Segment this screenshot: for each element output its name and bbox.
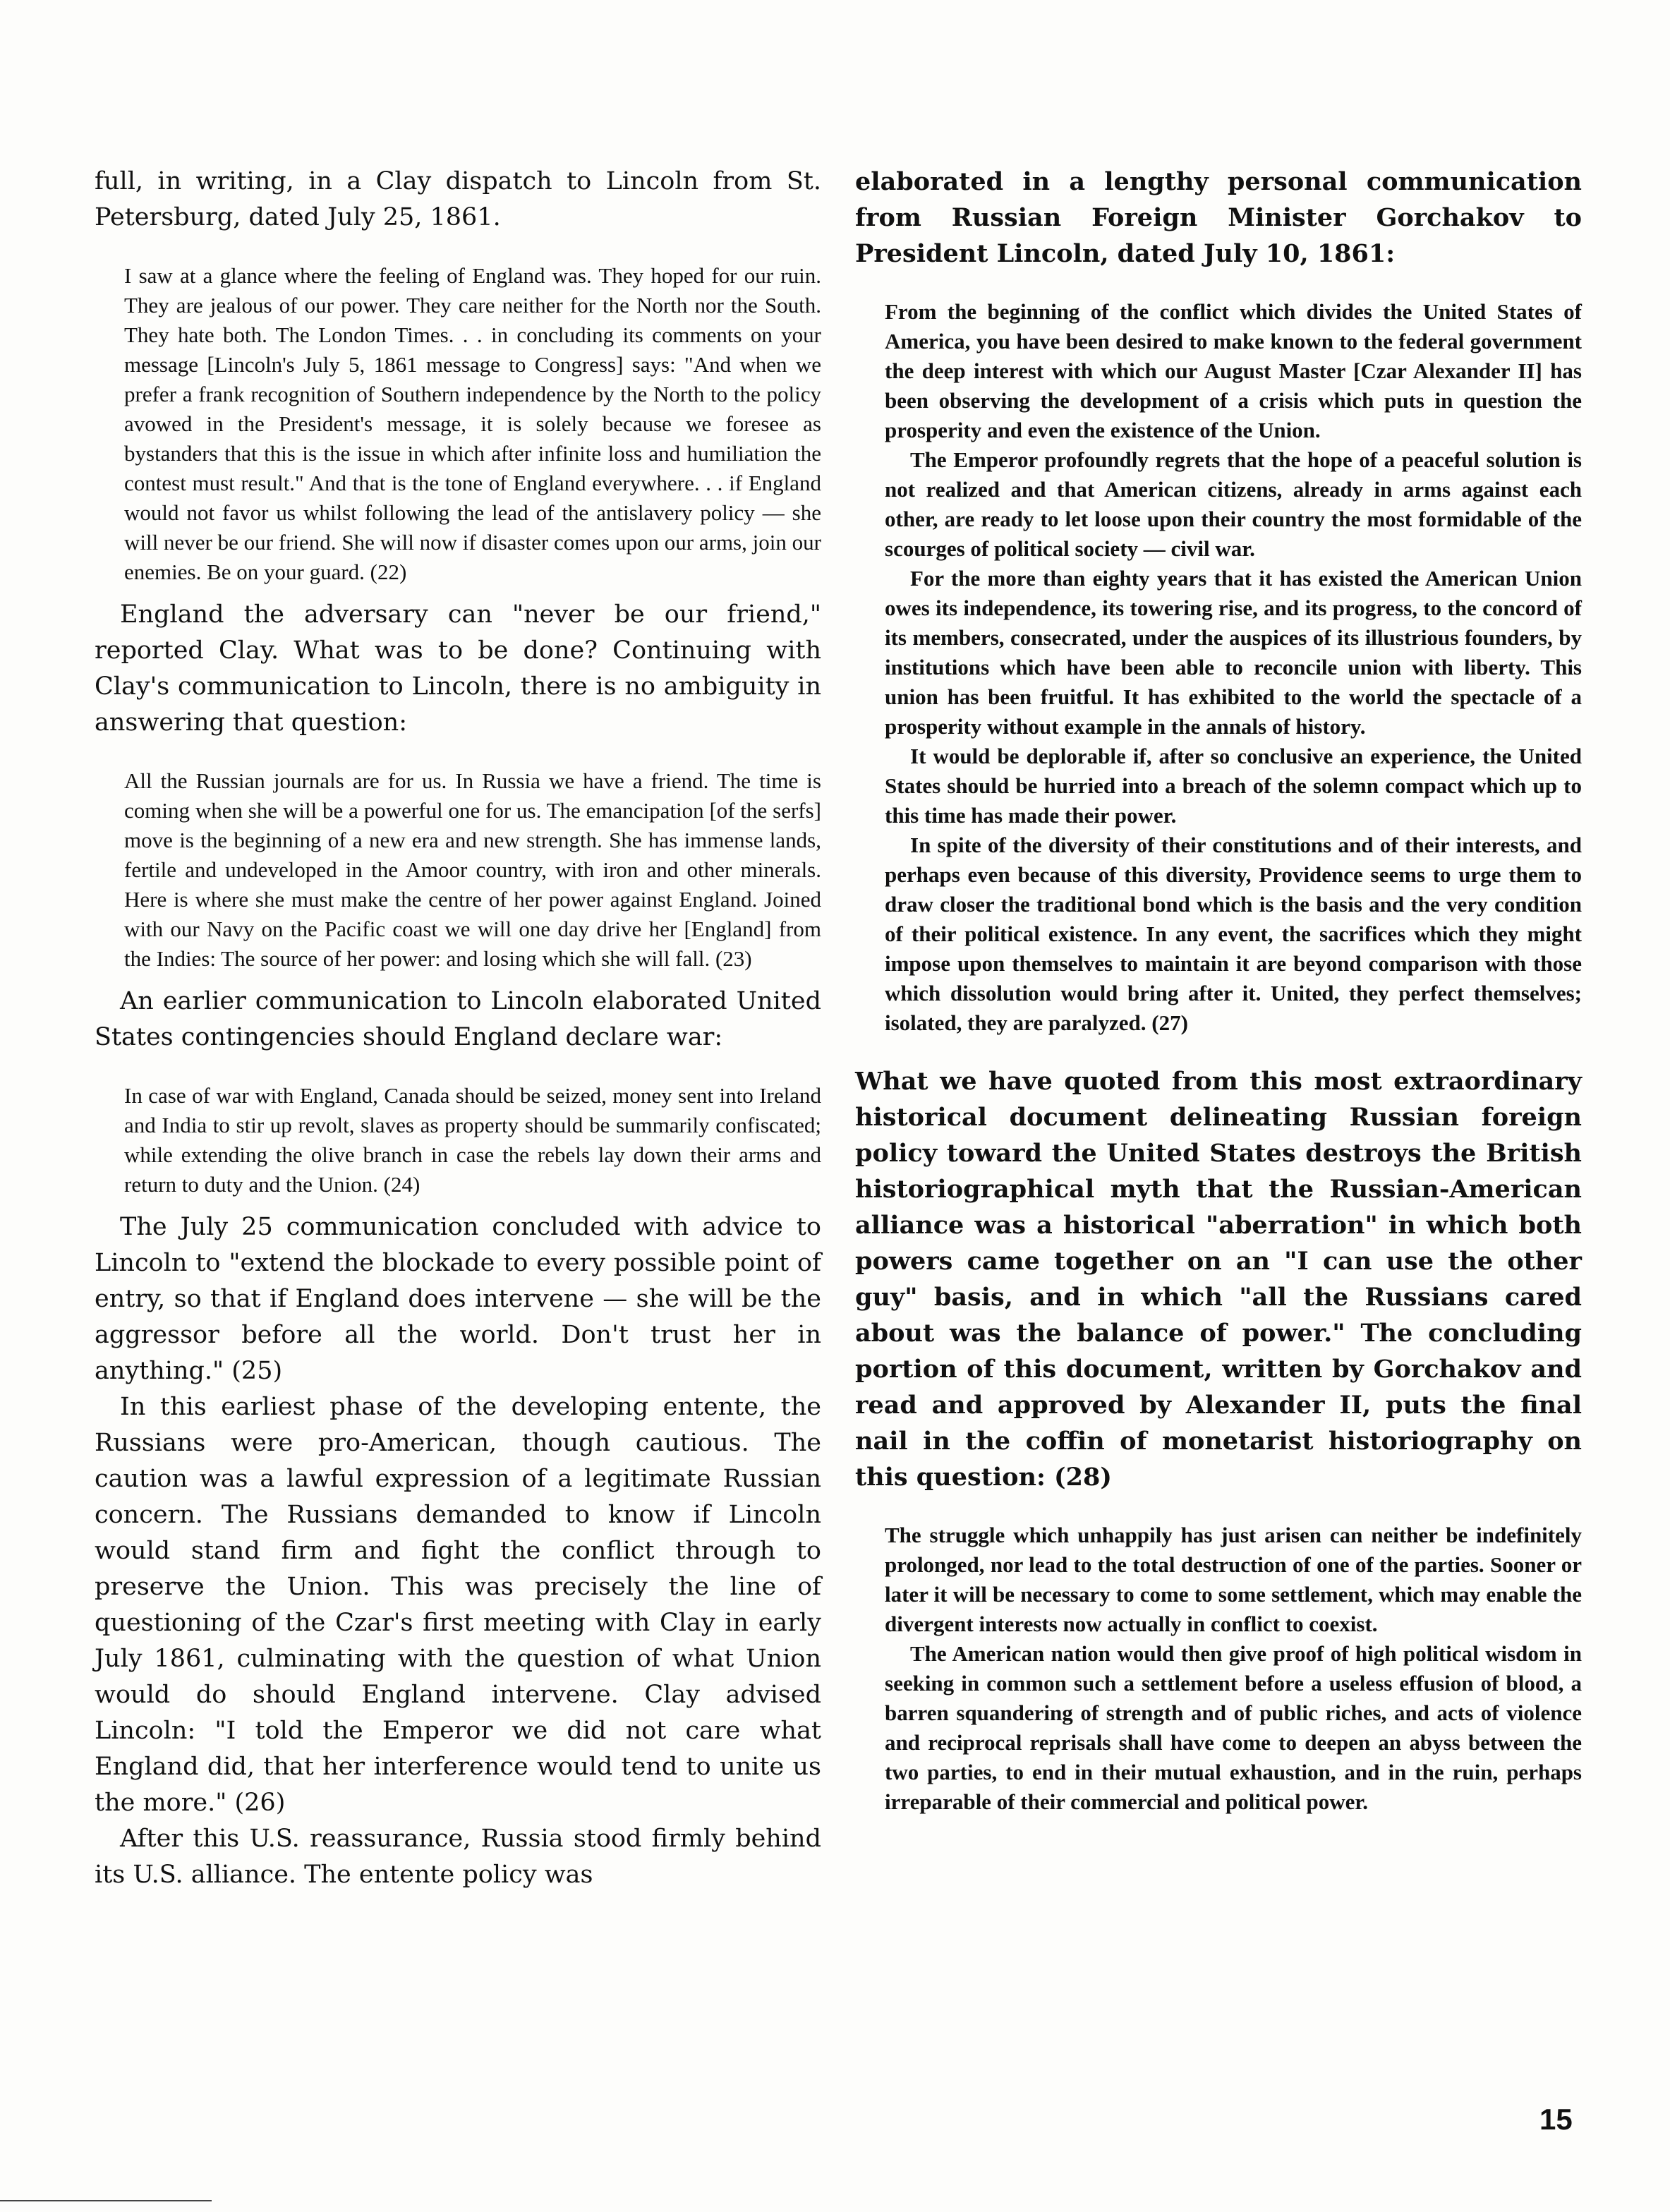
paragraph: In this earliest phase of the developing entente, the Russians were pro-American, though cautious. The caution was a lawful expression of a legitimate Russian concern. The Russians demanded to know if Lincoln would stand firm and fight the conflict through to preserve the Union. This was precisely the line of questioning of the Czar's first meeting with Clay in early July 1861, culminating with the question of what Union would do should England intervene. Clay advised Lincoln: "I told the Emperor we did not care what England did, that her interference would tend to unite us the more." (26) xyxy=(95,1393,821,1817)
quote-text: The struggle which unhappily has just arisen can neither be indefinitely prolonged, nor lead to the total destruction of one of the parties. Sooner or later it will be necessary to come to some settlement, which may enable the divergent interests now actually in conflict to coexist. xyxy=(885,1523,1582,1636)
paragraph: England the adversary can "never be our friend," reported Clay. What was to be done? Continuing with Clay's communication to Lincoln, there is no ambiguity in answering that question: xyxy=(95,600,821,737)
block-quote xyxy=(885,297,1582,1038)
paragraph: After this U.S. reassurance, Russia stood firmly behind its U.S. alliance. The entente policy was xyxy=(95,1825,821,1889)
quote-text: The American nation would then give proof of high political wisdom in seeking in common such a settlement before a useless effusion of blood, a barren squandering of strength and of public riches, and acts of violence and reciprocal reprisals shall have come to deepen an abyss between the two parties, to end in their mutual exhaustion, and in the ruin, perhaps irreparable of their commercial and political power. xyxy=(885,1641,1582,1814)
block-quote xyxy=(124,261,821,587)
left-column xyxy=(95,164,821,1893)
block-quote xyxy=(124,1081,821,1199)
quote-text: In case of war with England, Canada should be seized, money sent into Ireland and India to stir up revolt, slaves as property should be summarily confiscated; while extending the olive branch in case the rebels lay down their arms and return to duty and the Union. (24) xyxy=(124,1083,821,1197)
paragraph: An earlier communication to Lincoln elaborated United States contingencies should England declare war: xyxy=(95,987,821,1051)
quote-text: I saw at a glance where the feeling of England was. They hoped for our ruin. They are jealous of our power. They care neither for the North nor the South. They hate both. The London Times. . . in concluding its comments on your message [Lincoln's July 5, 1861 message to Congress] says: "And when we prefer a frank recognition of Southern independence by the North to the policy avowed in the President's message, it is solely because we foresee as bystanders that this is the issue in which after infinite loss and humiliation the contest must result." And that is the tone of England everywhere. . . if England would not favor us whilst following the lead of the antislavery policy — she will never be our friend. She will now if disaster comes upon our arms, join our enemies. Be on your guard. (22) xyxy=(124,263,821,584)
quote-text: All the Russian journals are for us. In Russia we have a friend. The time is coming when she will be a powerful one for us. The emancipation [of the serfs] move is the beginning of a new era and new strength. She has immense lands, fertile and undeveloped in the Amoor country, with iron and other minerals. Here is where she must make the centre of her power against England. Joined with our Navy on the Pacific coast we will one day drive her [England] from the Indies: The source of her power: and losing which she will fall. (23) xyxy=(124,768,821,971)
block-quote xyxy=(885,1521,1582,1817)
quote-text: It would be deplorable if, after so conclusive an experience, the United States should be hurried into a breach of the solemn compact which up to this time has made their power. xyxy=(885,744,1582,828)
quote-text: From the beginning of the conflict which divides the United States of America, you have been desired to make known to the federal government the deep interest with which our August Master [Czar Alexander II] has been observing the development of a crisis which puts in question the prosperity and even the existence of the Union. xyxy=(885,299,1582,442)
quote-text: In spite of the diversity of their constitutions and of their interests, and perhaps even because of this diversity, Providence seems to urge them to draw closer the traditional bond which is the basis and the very condition of their political existence. In any event, the sacrifices which they might impose upon themselves to maintain it are beyond comparison with those which dissolution would bring after it. United, they perfect themselves; isolated, they are paralyzed. (27) xyxy=(885,833,1582,1035)
page-number: 15 xyxy=(1539,2103,1573,2136)
right-column xyxy=(855,164,1582,1827)
paragraph: full, in writing, in a Clay dispatch to Lincoln from St. Petersburg, dated July 25, 1861. xyxy=(95,167,821,231)
bottom-rule xyxy=(0,2200,212,2201)
quote-text: The Emperor profoundly regrets that the hope of a peaceful solution is not realized and that American citizens, already in arms against each other, are ready to let loose upon their country the most formidable of the scourges of political society — civil war. xyxy=(885,447,1582,561)
block-quote xyxy=(124,766,821,974)
paragraph: The July 25 communication concluded with advice to Lincoln to "extend the blockade to every possible point of entry, so that if England does intervene — she will be the aggressor before all the world. Don't trust her in anything." (25) xyxy=(95,1213,821,1385)
paragraph: What we have quoted from this most extraordinary historical document delineating Russian foreign policy toward the United States destroys the British historiographical myth that the Russian-American alliance was a historical "aberration" in which both powers came together on an "I can use the other guy" basis, and in which "all the Russians cared about was the balance of power." The concluding portion of this document, written by Gorchakov and read and approved by Alexander II, puts the final nail in the coffin of monetarist historiography on this question: (28) xyxy=(855,1067,1582,1492)
quote-text: For the more than eighty years that it has existed the American Union owes its independence, its towering rise, and its progress, to the concord of its members, consecrated, under the auspices of its illustrious founders, by institutions which have been able to reconcile union with liberty. This union has been fruitful. It has exhibited to the world the spectacle of a prosperity without example in the annals of history. xyxy=(885,566,1582,739)
paragraph: elaborated in a lengthy personal communication from Russian Foreign Minister Gorchakov to President Lincoln, dated July 10, 1861: xyxy=(855,167,1582,268)
